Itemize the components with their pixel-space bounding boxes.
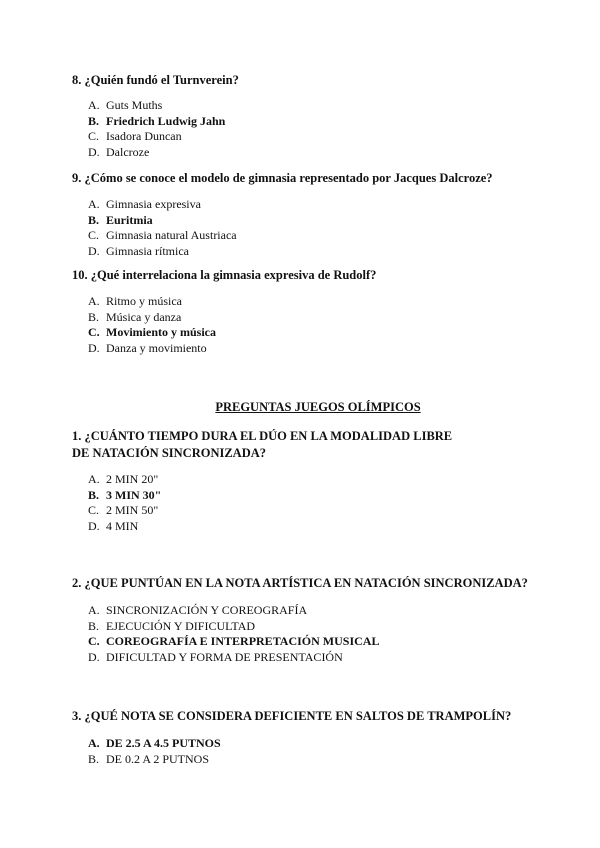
option-text: 4 MIN [106, 518, 139, 533]
option-letter: A. [88, 472, 100, 486]
option-a [88, 603, 379, 619]
option-c [88, 503, 161, 519]
option-text: Danza y movimiento [106, 340, 207, 355]
question-10-options [88, 294, 216, 356]
option-c [88, 228, 237, 244]
question-9-options [88, 197, 237, 259]
olympic-question-2-options [88, 603, 379, 665]
option-letter: C. [88, 228, 100, 242]
option-letter: D. [88, 649, 100, 664]
olympic-question-3: 3. ¿QUÉ NOTA SE CONSIDERA DEFICIENTE EN SALTOS DE TRAMPOLÍN? [72, 709, 512, 723]
option-a [88, 294, 216, 310]
question-9: 9. ¿Cómo se conoce el modelo de gimnasia representado por Jacques Dalcroze? [72, 171, 493, 185]
option-c [88, 129, 225, 145]
option-b [88, 310, 216, 326]
option-a [88, 472, 161, 488]
option-b [88, 619, 379, 635]
option-b-correct [88, 213, 237, 229]
option-text: Isadora Duncan [106, 129, 182, 143]
option-d [88, 519, 161, 535]
option-text: Euritmia [106, 212, 153, 227]
option-text: Dalcroze [106, 144, 150, 159]
option-letter: C. [88, 325, 100, 339]
olympic-question-3-options [88, 736, 221, 767]
option-a [88, 197, 237, 213]
option-text: Guts Muths [106, 98, 163, 112]
option-text: 3 MIN 30" [106, 487, 162, 502]
option-d [88, 244, 237, 260]
option-text: Gimnasia natural Austriaca [106, 228, 237, 242]
option-text: 2 MIN 50" [106, 503, 159, 517]
option-c-correct [88, 634, 379, 650]
option-letter: D. [88, 144, 100, 159]
option-d [88, 341, 216, 357]
option-text: Gimnasia rítmica [106, 243, 189, 258]
option-letter: A. [88, 603, 100, 617]
option-text: Gimnasia expresiva [106, 197, 201, 211]
olympic-question-1: 1. ¿CUÁNTO TIEMPO DURA EL DÚO EN LA MODALIDAD LIBRE DE NATACIÓN SINCRONIZADA? [72, 429, 453, 460]
option-text: SINCRONIZACIÓN Y COREOGRAFÍA [106, 603, 308, 617]
question-10: 10. ¿Qué interrelaciona la gimnasia expresiva de Rudolf? [72, 268, 377, 282]
option-letter: B. [88, 309, 100, 324]
option-letter: B. [88, 751, 100, 766]
option-letter: A. [88, 98, 100, 112]
option-letter: A. [88, 736, 100, 750]
section-title: PREGUNTAS JUEGOS OLÍMPICOS [215, 400, 421, 414]
option-c-correct [88, 325, 216, 341]
option-d [88, 650, 379, 666]
option-text: Friedrich Ludwig Jahn [106, 113, 226, 128]
option-text: Música y danza [106, 309, 182, 324]
option-d [88, 145, 225, 161]
question-8-options [88, 98, 225, 160]
option-text: 2 MIN 20" [106, 472, 159, 486]
option-a [88, 98, 225, 114]
option-text: Ritmo y música [106, 294, 182, 308]
option-text: Movimiento y música [106, 325, 216, 339]
option-letter: C. [88, 634, 100, 648]
option-letter: C. [88, 129, 100, 143]
option-text: DE 2.5 A 4.5 PUTNOS [106, 736, 221, 750]
olympic-question-1-options [88, 472, 161, 534]
option-text: DE 0.2 A 2 PUTNOS [106, 751, 210, 766]
option-letter: B. [88, 618, 100, 633]
olympic-question-2: 2. ¿QUE PUNTÚAN EN LA NOTA ARTÍSTICA EN NATACIÓN SINCRONIZADA? [72, 576, 528, 590]
option-letter: D. [88, 243, 100, 258]
option-letter: B. [88, 113, 100, 128]
option-b-correct [88, 488, 161, 504]
option-letter: B. [88, 487, 100, 502]
option-letter: B. [88, 212, 100, 227]
option-text: COREOGRAFÍA E INTERPRETACIÓN MUSICAL [106, 634, 380, 648]
option-b [88, 752, 221, 768]
option-letter: D. [88, 340, 100, 355]
option-letter: D. [88, 518, 100, 533]
option-a-correct [88, 736, 221, 752]
question-8: 8. ¿Quién fundó el Turnverein? [72, 73, 239, 87]
option-b-correct [88, 114, 225, 130]
option-letter: A. [88, 197, 100, 211]
option-text: EJECUCIÓN Y DIFICULTAD [106, 618, 256, 633]
option-text: DIFICULTAD Y FORMA DE PRESENTACIÓN [106, 649, 343, 664]
option-letter: A. [88, 294, 100, 308]
option-letter: C. [88, 503, 100, 517]
